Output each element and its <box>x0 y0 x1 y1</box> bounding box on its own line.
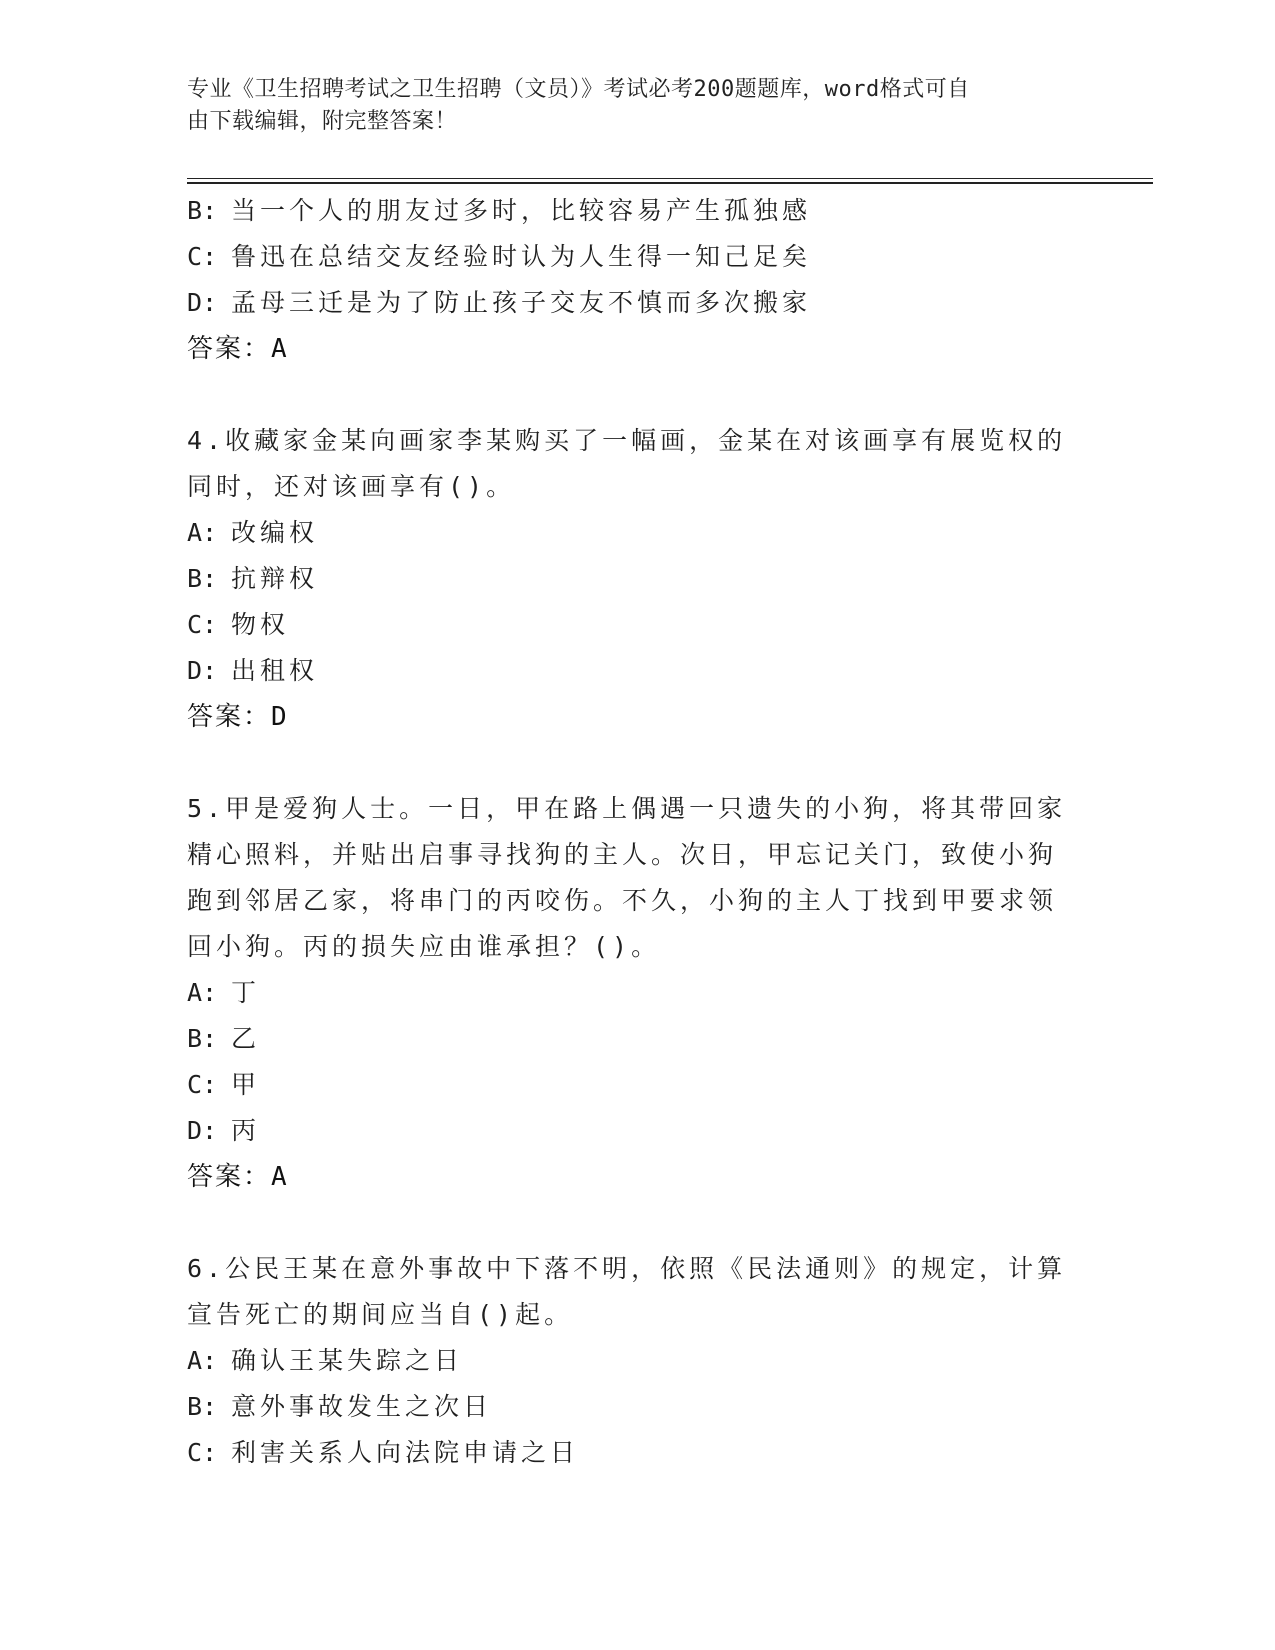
option-d: D: 出租权 <box>187 656 319 685</box>
option-b: B: 当一个人的朋友过多时，比较容易产生孤独感 <box>187 196 812 225</box>
option-b: B: 抗辩权 <box>187 564 319 593</box>
header-line-1: 专业《卫生招聘考试之卫生招聘（文员）》考试必考200题题库，word格式可自 <box>187 77 970 102</box>
question-5 <box>187 786 1067 1200</box>
header-divider-thin <box>187 178 1153 179</box>
question-text: 回小狗。丙的损失应由谁承担？()。 <box>187 932 661 961</box>
answer-line: 答案：A <box>187 1162 287 1192</box>
option-c: C: 甲 <box>187 1070 261 1099</box>
option-c: C: 鲁迅在总结交友经验时认为人生得一知己足矣 <box>187 242 812 271</box>
answer-line: 答案：D <box>187 702 287 732</box>
option-b: B: 乙 <box>187 1024 261 1053</box>
option-a: A: 改编权 <box>187 518 319 547</box>
question-text: 5.甲是爱狗人士。一日，甲在路上偶遇一只遗失的小狗，将其带回家 <box>187 794 1067 823</box>
header-line-2: 由下载编辑，附完整答案！ <box>187 109 458 134</box>
option-c: C: 利害关系人向法院申请之日 <box>187 1438 580 1467</box>
answer-line: 答案：A <box>187 334 287 364</box>
document-header <box>187 74 1067 138</box>
option-d: D: 丙 <box>187 1116 261 1145</box>
question-text: 4.收藏家金某向画家李某购买了一幅画，金某在对该画享有展览权的 <box>187 426 1067 455</box>
question-4 <box>187 418 1067 740</box>
option-b: B: 意外事故发生之次日 <box>187 1392 493 1421</box>
question-text: 宣告死亡的期间应当自()起。 <box>187 1300 574 1329</box>
header-divider-thick <box>187 182 1153 184</box>
question-text: 跑到邻居乙家，将串门的丙咬伤。不久，小狗的主人丁找到甲要求领 <box>187 886 1058 915</box>
question-text: 6.公民王某在意外事故中下落不明，依照《民法通则》的规定，计算 <box>187 1254 1067 1283</box>
question-6 <box>187 1246 1067 1476</box>
option-a: A: 确认王某失踪之日 <box>187 1346 464 1375</box>
option-a: A: 丁 <box>187 978 261 1007</box>
option-d: D: 孟母三迁是为了防止孩子交友不慎而多次搬家 <box>187 288 812 317</box>
question-list <box>187 188 1067 1476</box>
option-c: C: 物权 <box>187 610 290 639</box>
question-text: 精心照料，并贴出启事寻找狗的主人。次日，甲忘记关门，致使小狗 <box>187 840 1058 869</box>
question-text: 同时，还对该画享有()。 <box>187 472 516 501</box>
question-3 <box>187 188 1067 372</box>
